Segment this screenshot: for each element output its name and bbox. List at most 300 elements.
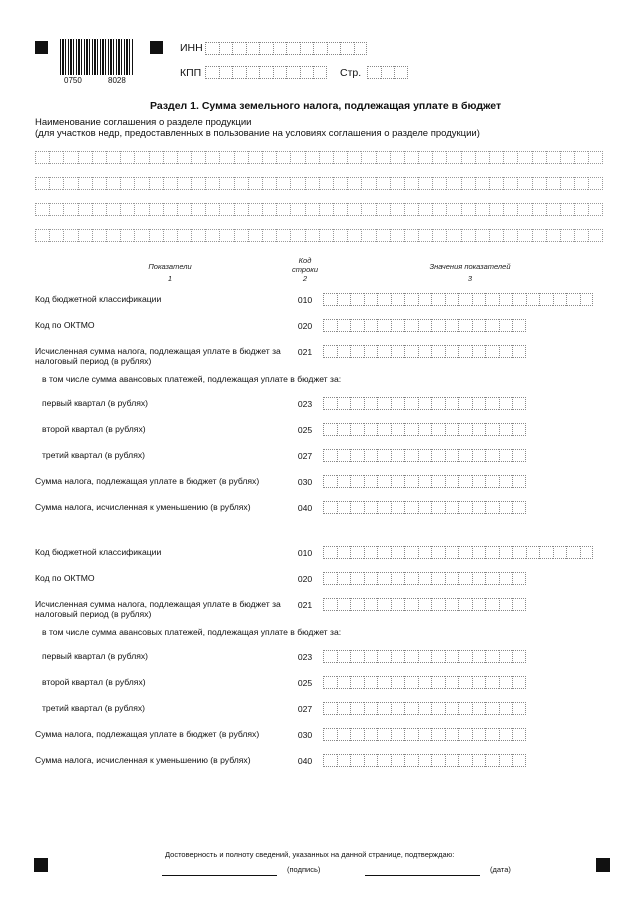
- cell: [259, 66, 273, 79]
- cell: [364, 319, 378, 332]
- cell: [499, 546, 513, 559]
- cell: [323, 572, 337, 585]
- row-code: 021: [297, 347, 313, 357]
- cell: [546, 203, 560, 216]
- cell: [489, 177, 503, 190]
- cell: [92, 177, 106, 190]
- cell: [461, 177, 475, 190]
- cell: [485, 676, 499, 689]
- cell: [323, 397, 337, 410]
- cell: [503, 151, 517, 164]
- row-label: Сумма налога, подлежащая уплате в бюджет (в рублях): [35, 729, 260, 739]
- cell: [546, 177, 560, 190]
- signature-label: (подпись): [287, 865, 321, 874]
- cell: [445, 475, 459, 488]
- cell: [134, 177, 148, 190]
- value-field-010[interactable]: [323, 293, 593, 307]
- cell: [458, 319, 472, 332]
- cell: [323, 728, 337, 741]
- cell: [461, 203, 475, 216]
- col-indicators-num: 1: [167, 274, 173, 283]
- cell: [588, 151, 602, 164]
- cell: [276, 203, 290, 216]
- cell: [327, 42, 341, 55]
- cell: [431, 546, 445, 559]
- cell: [106, 203, 120, 216]
- value-field-021[interactable]: [323, 598, 526, 612]
- cell: [485, 546, 499, 559]
- cell: [276, 177, 290, 190]
- cell: [333, 203, 347, 216]
- row-label: Сумма налога, исчисленная к уменьшению (в рублях): [35, 755, 251, 765]
- cell: [248, 203, 262, 216]
- cell: [391, 293, 405, 306]
- row-code: 025: [297, 678, 313, 688]
- cell: [517, 229, 531, 242]
- cell: [446, 203, 460, 216]
- cell: [350, 598, 364, 611]
- row-label: Код бюджетной классификации: [35, 294, 162, 304]
- cell: [445, 423, 459, 436]
- cell: [319, 151, 333, 164]
- cell: [512, 754, 526, 767]
- cell: [418, 754, 432, 767]
- cell: [337, 397, 351, 410]
- cell: [517, 151, 531, 164]
- cell: [553, 546, 567, 559]
- cell: [149, 151, 163, 164]
- cell: [361, 229, 375, 242]
- cell: [262, 151, 276, 164]
- cell: [404, 598, 418, 611]
- value-field-040[interactable]: [323, 754, 526, 768]
- col-code-num: 2: [302, 274, 308, 283]
- cell: [391, 754, 405, 767]
- cell: [532, 151, 546, 164]
- cell: [485, 754, 499, 767]
- cell: [512, 319, 526, 332]
- cell: [347, 151, 361, 164]
- cell: [475, 177, 489, 190]
- cell: [526, 293, 540, 306]
- cell: [364, 501, 378, 514]
- cell: [566, 546, 580, 559]
- cell: [106, 177, 120, 190]
- row-code: 023: [297, 652, 313, 662]
- cell: [418, 293, 432, 306]
- row-code: 030: [297, 477, 313, 487]
- cell: [92, 203, 106, 216]
- agreement-note: (для участков недр, предоставленных в пользование на условиях соглашения о разделе продукции): [35, 128, 480, 139]
- cell: [313, 66, 327, 79]
- cell: [404, 177, 418, 190]
- cell: [458, 702, 472, 715]
- cell: [305, 151, 319, 164]
- cell: [404, 151, 418, 164]
- cell: [560, 151, 574, 164]
- cell: [432, 151, 446, 164]
- cell: [323, 598, 337, 611]
- cell: [546, 229, 560, 242]
- cell: [574, 229, 588, 242]
- cell: [219, 42, 233, 55]
- row-label: первый квартал (в рублях): [42, 651, 149, 661]
- cell: [546, 151, 560, 164]
- value-field-025[interactable]: [323, 423, 526, 437]
- cell: [205, 151, 219, 164]
- cell: [418, 449, 432, 462]
- cell: [475, 151, 489, 164]
- cell: [532, 203, 546, 216]
- cell: [377, 676, 391, 689]
- cell: [340, 42, 354, 55]
- cell: [472, 319, 486, 332]
- cell: [394, 66, 408, 79]
- cell: [149, 177, 163, 190]
- cell: [485, 449, 499, 462]
- cell: [350, 449, 364, 462]
- cell: [205, 177, 219, 190]
- row-label: Код бюджетной классификации: [35, 547, 162, 557]
- cell: [404, 546, 418, 559]
- cell: [404, 449, 418, 462]
- cell: [106, 229, 120, 242]
- cell: [376, 151, 390, 164]
- cell: [485, 501, 499, 514]
- cell: [431, 676, 445, 689]
- cell: [512, 475, 526, 488]
- cell: [391, 475, 405, 488]
- cell: [472, 728, 486, 741]
- cell: [499, 397, 513, 410]
- cell: [445, 397, 459, 410]
- cell: [323, 449, 337, 462]
- cell: [377, 546, 391, 559]
- cell: [191, 229, 205, 242]
- cell: [354, 42, 368, 55]
- cell: [305, 203, 319, 216]
- cell: [560, 203, 574, 216]
- cell: [390, 151, 404, 164]
- inn-field[interactable]: [205, 42, 367, 56]
- cell: [232, 42, 246, 55]
- cell: [364, 702, 378, 715]
- col-code-line2: строки: [292, 265, 318, 274]
- cell: [499, 501, 513, 514]
- row-code: 030: [297, 730, 313, 740]
- corner-marker-bottom-right: [596, 858, 610, 872]
- value-field-027[interactable]: [323, 702, 526, 716]
- agreement-name-row-3[interactable]: [35, 203, 603, 217]
- cell: [445, 702, 459, 715]
- cell: [337, 754, 351, 767]
- agreement-name-row-4[interactable]: [35, 229, 603, 243]
- cell: [350, 423, 364, 436]
- cell: [364, 650, 378, 663]
- cell: [163, 177, 177, 190]
- cell: [418, 546, 432, 559]
- page-number-field[interactable]: [367, 66, 408, 80]
- cell: [234, 229, 248, 242]
- cell: [418, 475, 432, 488]
- cell: [418, 572, 432, 585]
- agreement-name-row-1[interactable]: [35, 151, 603, 165]
- signature-line[interactable]: [162, 875, 277, 876]
- cell: [404, 676, 418, 689]
- cell: [445, 650, 459, 663]
- cell: [92, 229, 106, 242]
- cell: [418, 676, 432, 689]
- cell: [276, 151, 290, 164]
- cell: [63, 177, 77, 190]
- cell: [512, 293, 526, 306]
- cell: [377, 319, 391, 332]
- cell: [458, 475, 472, 488]
- cell: [404, 702, 418, 715]
- cell: [377, 728, 391, 741]
- cell: [580, 546, 594, 559]
- barcode-number-left: 0750: [64, 76, 82, 85]
- cell: [177, 203, 191, 216]
- cell: [485, 572, 499, 585]
- cell: [458, 676, 472, 689]
- cell: [78, 203, 92, 216]
- cell: [350, 475, 364, 488]
- cell: [532, 229, 546, 242]
- cell: [290, 229, 304, 242]
- cell: [390, 229, 404, 242]
- cell: [539, 293, 553, 306]
- cell: [337, 449, 351, 462]
- agreement-name-row-2[interactable]: [35, 177, 603, 191]
- cell: [503, 229, 517, 242]
- value-field-023[interactable]: [323, 397, 526, 411]
- cell: [391, 501, 405, 514]
- cell: [517, 203, 531, 216]
- cell: [485, 423, 499, 436]
- cell: [35, 151, 49, 164]
- value-field-020[interactable]: [323, 319, 526, 333]
- cell: [431, 475, 445, 488]
- cell: [404, 229, 418, 242]
- cell: [485, 702, 499, 715]
- row-label: Сумма налога, подлежащая уплате в бюджет (в рублях): [35, 476, 260, 486]
- cell: [499, 702, 513, 715]
- cell: [246, 42, 260, 55]
- row-label: третий квартал (в рублях): [42, 703, 146, 713]
- cell: [445, 598, 459, 611]
- cell: [376, 229, 390, 242]
- cell: [376, 177, 390, 190]
- cell: [377, 702, 391, 715]
- cell: [92, 151, 106, 164]
- cell: [305, 177, 319, 190]
- cell: [445, 293, 459, 306]
- confirmation-text: Достоверность и полноту сведений, указанных на данной странице, подтверждаю:: [165, 850, 455, 859]
- row-code: 023: [297, 399, 313, 409]
- cell: [219, 177, 233, 190]
- cell: [259, 42, 273, 55]
- value-field-030[interactable]: [323, 728, 526, 742]
- cell: [472, 676, 486, 689]
- cell: [350, 572, 364, 585]
- value-field-030[interactable]: [323, 475, 526, 489]
- cell: [377, 449, 391, 462]
- cell: [461, 151, 475, 164]
- cell: [431, 572, 445, 585]
- cell: [377, 475, 391, 488]
- cell: [539, 546, 553, 559]
- cell: [63, 203, 77, 216]
- cell: [472, 546, 486, 559]
- cell: [377, 501, 391, 514]
- cell: [78, 151, 92, 164]
- cell: [445, 501, 459, 514]
- cell: [290, 203, 304, 216]
- cell: [377, 423, 391, 436]
- cell: [232, 66, 246, 79]
- cell: [376, 203, 390, 216]
- cell: [390, 177, 404, 190]
- cell: [350, 319, 364, 332]
- cell: [323, 293, 337, 306]
- cell: [418, 345, 432, 358]
- cell: [432, 229, 446, 242]
- cell: [219, 151, 233, 164]
- cell: [458, 397, 472, 410]
- cell: [432, 177, 446, 190]
- row-code: 020: [297, 321, 313, 331]
- cell: [234, 203, 248, 216]
- cell: [350, 728, 364, 741]
- value-field-040[interactable]: [323, 501, 526, 515]
- cell: [391, 397, 405, 410]
- cell: [512, 572, 526, 585]
- cell: [391, 676, 405, 689]
- cell: [588, 177, 602, 190]
- cell: [404, 345, 418, 358]
- row-code: 040: [297, 503, 313, 513]
- cell: [350, 501, 364, 514]
- cell: [350, 345, 364, 358]
- row-label: в том числе сумма авансовых платежей, подлежащая уплате в бюджет за:: [42, 627, 342, 637]
- cell: [431, 423, 445, 436]
- inn-label: ИНН: [180, 42, 203, 54]
- cell: [337, 598, 351, 611]
- cell: [350, 397, 364, 410]
- value-field-010[interactable]: [323, 546, 593, 560]
- cell: [431, 702, 445, 715]
- cell: [418, 728, 432, 741]
- col-code-line1: Код: [298, 256, 312, 265]
- cell: [485, 345, 499, 358]
- row-code: 010: [297, 548, 313, 558]
- cell: [526, 546, 540, 559]
- cell: [517, 177, 531, 190]
- cell: [377, 345, 391, 358]
- cell: [485, 598, 499, 611]
- cell: [418, 319, 432, 332]
- cell: [472, 397, 486, 410]
- cell: [512, 728, 526, 741]
- cell: [377, 293, 391, 306]
- date-line[interactable]: [365, 875, 480, 876]
- value-field-025[interactable]: [323, 676, 526, 690]
- date-label: (дата): [490, 865, 511, 874]
- cell: [391, 319, 405, 332]
- kpp-field[interactable]: [205, 66, 327, 80]
- cell: [323, 676, 337, 689]
- cell: [445, 572, 459, 585]
- cell: [262, 177, 276, 190]
- kpp-label: КПП: [180, 67, 202, 79]
- cell: [248, 151, 262, 164]
- cell: [404, 293, 418, 306]
- cell: [134, 151, 148, 164]
- cell: [431, 598, 445, 611]
- cell: [337, 319, 351, 332]
- cell: [364, 676, 378, 689]
- cell: [458, 728, 472, 741]
- cell: [446, 151, 460, 164]
- value-field-023[interactable]: [323, 650, 526, 664]
- row-code: 027: [297, 451, 313, 461]
- cell: [458, 449, 472, 462]
- cell: [499, 754, 513, 767]
- cell: [290, 151, 304, 164]
- cell: [431, 345, 445, 358]
- cell: [431, 293, 445, 306]
- cell: [475, 203, 489, 216]
- cell: [485, 397, 499, 410]
- cell: [431, 501, 445, 514]
- cell: [305, 229, 319, 242]
- cell: [106, 151, 120, 164]
- cell: [367, 66, 381, 79]
- cell: [337, 423, 351, 436]
- cell: [503, 203, 517, 216]
- row-label: Код по ОКТМО: [35, 320, 95, 330]
- cell: [472, 345, 486, 358]
- cell: [418, 501, 432, 514]
- cell: [431, 728, 445, 741]
- cell: [149, 229, 163, 242]
- cell: [391, 728, 405, 741]
- cell: [364, 598, 378, 611]
- cell: [391, 546, 405, 559]
- cell: [323, 702, 337, 715]
- cell: [337, 345, 351, 358]
- cell: [512, 501, 526, 514]
- cell: [404, 572, 418, 585]
- cell: [472, 423, 486, 436]
- cell: [347, 229, 361, 242]
- value-field-021[interactable]: [323, 345, 526, 359]
- cell: [390, 203, 404, 216]
- section-title: Раздел 1. Сумма земельного налога, подлежащая уплате в бюджет: [150, 100, 502, 112]
- cell: [566, 293, 580, 306]
- cell: [350, 676, 364, 689]
- row-label: в том числе сумма авансовых платежей, подлежащая уплате в бюджет за:: [42, 374, 342, 384]
- cell: [512, 423, 526, 436]
- cell: [323, 501, 337, 514]
- value-field-020[interactable]: [323, 572, 526, 586]
- value-field-027[interactable]: [323, 449, 526, 463]
- cell: [588, 229, 602, 242]
- cell: [377, 754, 391, 767]
- cell: [350, 754, 364, 767]
- cell: [177, 177, 191, 190]
